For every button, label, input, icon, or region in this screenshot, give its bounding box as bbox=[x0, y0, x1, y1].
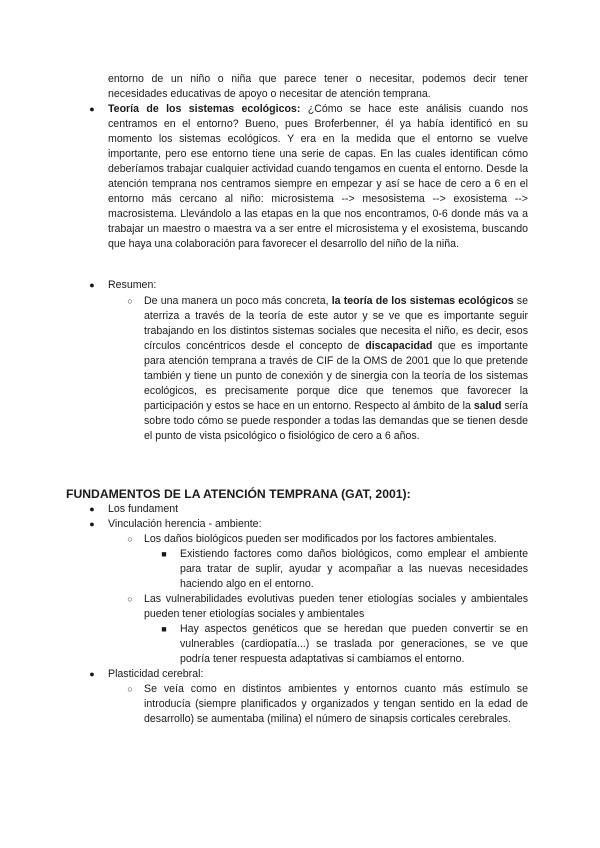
summary-text-2: se aterriza a través de la teoría de este autor y se ve que es importante seguir trabajando en los distintos sistemas sociales que necesita el niño, es decir, esos círculos concéntricos desde el concepto de bbox=[144, 295, 528, 352]
bullet-disc: ● bbox=[89, 104, 95, 114]
fundamentos-item-2: Vinculación herencia - ambiente: bbox=[108, 518, 262, 530]
bullet-disc: ● bbox=[89, 504, 95, 514]
ecological-text: ¿Cómo se hace este análisis cuando nos centramos en el entorno? Bueno, pues Broferbenner, él ya había identificó en su momento los sistemas ecológicos. Y era en la medida que el entorno se vuelve importante, pero ese entorno tiene una serie de capas. En las cuales identifican cómo deberíamos trabajar cualquier actividad cuando tengamos en cuenta el entorno. Desde la atención temprana nos centramos siempre en empezar y así se hace de cero a 6 en el entorno más cercano al niño: microsistema --> mesosistema --> exosistema --> macrosistema. Llevándolo a las etapas en la que nos encontramos, 0-6 donde más va a trabajar un maestro o maestra va a ser entre el microsistema y el exosistema, buscando que haya una colaboración para favorecer el desarrollo del niño de la niña. bbox=[108, 103, 528, 250]
continuation-paragraph: entorno de un niño o niña que parece tener o necesitar, podemos decir tener necesidades educativas de apoyo o necesitar de atención temprana. bbox=[108, 73, 528, 100]
fundamentos-sub-2a: Hay aspectos genéticos que se heredan que pueden convertir se en vulnerables (cardiopatía...) se traslada por generaciones, se ve que podría tener respuesta adaptativas si cambiamos el entorno. bbox=[180, 623, 528, 665]
fundamentos-sub-3: Se veía como en distintos ambientes y entornos cuanto más estímulo se introducía (siempre planificados y organizados y tengan sentido en la edad de desarrollo) se aumentaba (milina) el número de sinapsis corticales cerebrales. bbox=[144, 683, 528, 725]
bullet-disc: ● bbox=[89, 669, 95, 679]
bullet-disc: ● bbox=[89, 519, 95, 529]
fundamentos-sub-1a: Existiendo factores como daños biológicos, como emplear el ambiente para tratar de suplir, ayudar y acompañar a las nuevas necesidades haciendo algo en el entorno. bbox=[180, 548, 528, 590]
bullet-circle: ○ bbox=[127, 296, 133, 306]
fundamentos-sub-1: Los daños biológicos pueden ser modificados por los factores ambientales. bbox=[144, 533, 497, 545]
section-heading: FUNDAMENTOS DE LA ATENCIÓN TEMPRANA (GAT, 2001): bbox=[66, 487, 411, 501]
summary-text-1: De una manera un poco más concreta, bbox=[144, 295, 332, 307]
ecological-term: Teoría de los sistemas ecológicos: bbox=[108, 103, 301, 115]
summary-label: Resumen: bbox=[108, 279, 157, 291]
fundamentos-item-1: Los fundament bbox=[108, 503, 179, 515]
ecological-paragraph bbox=[108, 102, 528, 252]
bullet-disc: ● bbox=[89, 280, 95, 290]
summary-bold-3: salud bbox=[473, 400, 502, 412]
summary-text-4: sería sobre todo cómo se puede responder a todas las demandas que se tienen desde el punto de vista psicológico o fisiológico de cero a 6 años. bbox=[144, 400, 528, 442]
bullet-circle: ○ bbox=[127, 684, 133, 694]
summary-text-3: que es importante para atención temprana a través de CIF de la OMS de 2001 que lo que pretende también y tiene un punto de conexión y de sinergia con la teoría de los sistemas ecológicos, es precisamente porque dice que tenemos que favorecer la participación y estos se hace en un entorno. Respecto al ámbito de la bbox=[144, 340, 528, 412]
summary-bold-1: la teoría de los sistemas ecológicos bbox=[331, 295, 514, 307]
fundamentos-sub-2: Las vulnerabilidades evolutivas pueden tener etiologías sociales y ambientales pueden tener etiologías sociales y ambientales bbox=[144, 593, 528, 620]
summary-paragraph bbox=[144, 294, 528, 444]
summary-bold-2: discapacidad bbox=[365, 340, 433, 352]
bullet-circle: ○ bbox=[127, 594, 133, 604]
fundamentos-item-3: Plasticidad cerebral: bbox=[108, 668, 204, 680]
bullet-circle: ○ bbox=[127, 534, 133, 544]
bullet-square: ■ bbox=[161, 624, 167, 634]
bullet-square: ■ bbox=[161, 549, 167, 559]
